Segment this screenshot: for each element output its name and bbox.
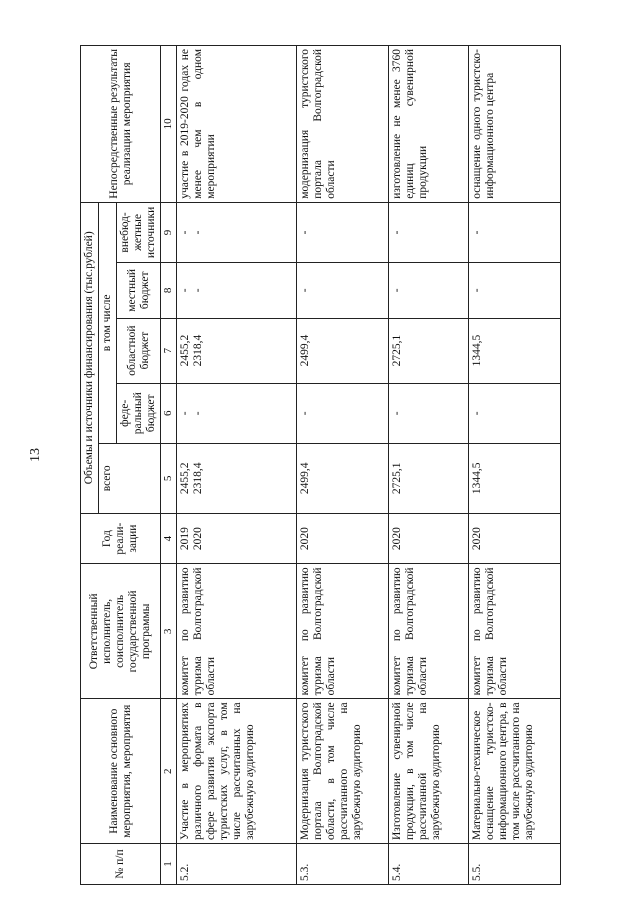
header-results: Непосредственные результаты реализации мероприятия <box>81 46 161 203</box>
row-federal: - <box>389 383 469 443</box>
row-activity-name: Материально-техническое оснащение туристско-информационного центра, в том числе рассчитанного на зарубежную аудиторию <box>469 699 561 844</box>
row-regional: 2455,2 2318,4 <box>177 318 297 383</box>
header-including: в том числе <box>99 202 117 443</box>
row-responsible: комитет по развитию туризма Волгоградской области <box>469 564 561 699</box>
row-local: - <box>469 263 561 318</box>
row-local: - <box>297 263 389 318</box>
header-extrabudget: внебюд-жетные источники <box>117 202 161 262</box>
header-funding: Объемы и источники финансирования (тыс.рублей) <box>81 202 99 513</box>
row-no: 5.4. <box>389 844 469 885</box>
col-number: 5 <box>161 443 177 513</box>
header-responsible: Ответственный исполнитель, соисполнитель государственной программы <box>81 564 161 699</box>
header-year: Год реали-зации <box>81 513 161 564</box>
row-year: 2019 2020 <box>177 513 297 564</box>
row-result: изготовление не менее 3760 единиц сувенирной продукции <box>389 46 469 203</box>
table-row <box>297 46 389 885</box>
row-total: 1344,5 <box>469 443 561 513</box>
rotated-page-content <box>25 25 615 885</box>
row-activity-name: Изготовление сувенирной продукции, в том числе рассчитанной на зарубежную аудиторию <box>389 699 469 844</box>
row-result: участие в 2019-2020 годах не менее чем в одном мероприятии <box>177 46 297 203</box>
row-extrabudget: - <box>469 202 561 262</box>
header-federal: феде-ральный бюджет <box>117 383 161 443</box>
row-responsible: комитет по развитию туризма Волгоградской области <box>297 564 389 699</box>
table-row <box>469 46 561 885</box>
row-total: 2499,4 <box>297 443 389 513</box>
table-row <box>177 46 297 885</box>
program-activities-table <box>80 45 561 885</box>
row-responsible: комитет по развитию туризма Волгоградской области <box>177 564 297 699</box>
row-responsible: комитет по развитию туризма Волгоградской области <box>389 564 469 699</box>
row-result: оснащение одного туристско-информационного центра <box>469 46 561 203</box>
row-total: 2455,2 2318,4 <box>177 443 297 513</box>
row-regional: 2725,1 <box>389 318 469 383</box>
col-number: 10 <box>161 46 177 203</box>
row-local: - <box>389 263 469 318</box>
header-local: местный бюджет <box>117 263 161 318</box>
row-no: 5.5. <box>469 844 561 885</box>
col-number: 2 <box>161 699 177 844</box>
header-row-1 <box>81 46 99 885</box>
row-federal: - <box>297 383 389 443</box>
row-extrabudget: - <box>297 202 389 262</box>
row-no: 5.3. <box>297 844 389 885</box>
col-number: 6 <box>161 383 177 443</box>
row-regional: 2499,4 <box>297 318 389 383</box>
col-number: 7 <box>161 318 177 383</box>
header-name: Наименование основного мероприятия, мероприятия <box>81 699 161 844</box>
row-local: - - <box>177 263 297 318</box>
row-federal: - <box>469 383 561 443</box>
row-result: модернизация туристского портала Волгоградской области <box>297 46 389 203</box>
row-activity-name: Участие в мероприятиях различного формата в сфере развития экспорта туристских услуг, в том числе рассчитанных на зарубежную аудиторию <box>177 699 297 844</box>
col-number: 9 <box>161 202 177 262</box>
header-total: всего <box>99 443 161 513</box>
row-year: 2020 <box>297 513 389 564</box>
row-no: 5.2. <box>177 844 297 885</box>
page-number: 13 <box>28 448 43 462</box>
row-extrabudget: - - <box>177 202 297 262</box>
col-number: 4 <box>161 513 177 564</box>
col-number: 1 <box>161 844 177 885</box>
row-federal: - - <box>177 383 297 443</box>
col-number: 8 <box>161 263 177 318</box>
row-regional: 1344,5 <box>469 318 561 383</box>
col-number: 3 <box>161 564 177 699</box>
header-regional: областной бюджет <box>117 318 161 383</box>
row-activity-name: Модернизация туристского портала Волгоградской области, в том числе рассчитанного на зарубежную аудиторию <box>297 699 389 844</box>
column-number-row <box>161 46 177 885</box>
table-row <box>389 46 469 885</box>
row-year: 2020 <box>469 513 561 564</box>
row-total: 2725,1 <box>389 443 469 513</box>
row-extrabudget: - <box>389 202 469 262</box>
row-year: 2020 <box>389 513 469 564</box>
header-no: № п/п <box>81 844 161 885</box>
